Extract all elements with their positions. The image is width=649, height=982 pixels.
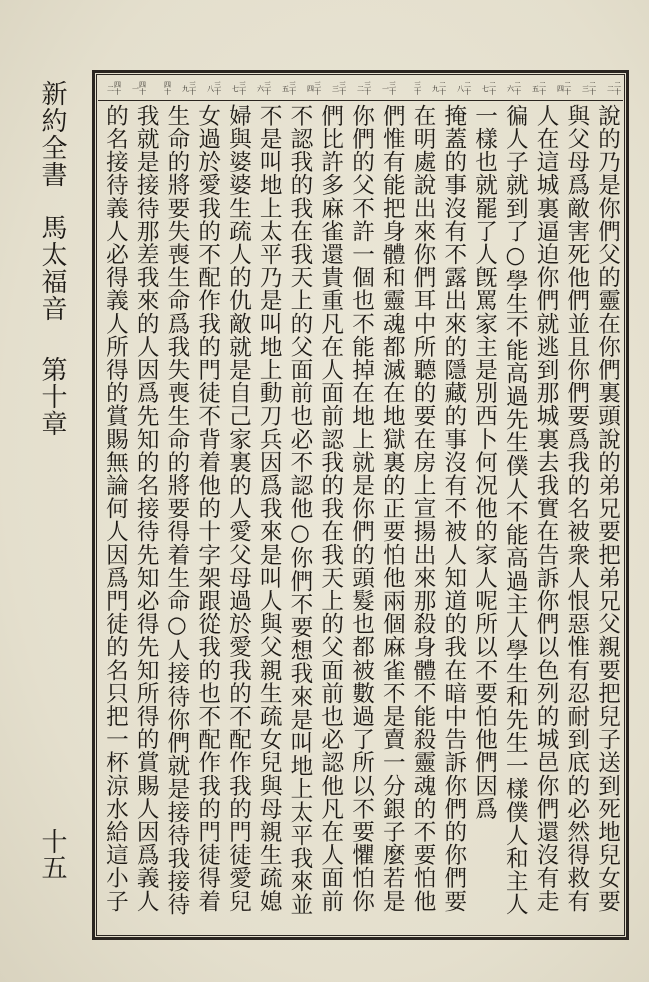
text-column: 人在這城裏逼迫你們就逃到那城裏去我實在告訴你們以色列的城邑你們還沒有走 <box>533 104 560 913</box>
verse-ref: 四十 <box>163 81 172 95</box>
text-column: 說的乃是你們父的靈在你們裏頭說的弟兄要把弟兄父親要把兒子送到死地兒女要 <box>594 104 621 913</box>
text-column: 們惟有能把身體和靈魂都滅在地獄裏的正要怕他兩個麻雀不是賣一分銀子麼若是 <box>379 104 406 913</box>
verse-ref: 四十二 <box>106 81 122 95</box>
running-head <box>30 80 74 860</box>
text-column: 的名接待義人必得義人所得的賞賜無論何人因爲門徒的名只把一杯涼水給這小子 <box>102 104 129 913</box>
text-column: 們比許多麻雀還貴重凡在人面前認我的我在我天上的父面前也必認他凡在人面前 <box>317 104 344 913</box>
verse-ref: 三十四 <box>306 81 322 95</box>
verse-ref: 二十三 <box>581 81 597 95</box>
verse-ref: 三十五 <box>281 81 297 95</box>
text-column: 與父母爲敵害死他們並且你們要爲我的名被衆人恨惡惟有忍耐到底的必然得救有 <box>563 104 590 913</box>
verse-ref: 二十二 <box>606 81 622 95</box>
text-column: 一樣也就罷了人旣罵家主是別西卜何况他的家人呢所以不要怕他們因爲 <box>471 104 498 821</box>
gospel-title: 馬太福音 <box>37 214 67 322</box>
text-column: 徧人子就到了○學生不能高過先生僕人不能高過主人學生和先生一樣僕人和主人 <box>502 104 529 916</box>
verse-ref: 二十四 <box>556 81 572 95</box>
verse-ref: 三十九 <box>181 81 197 95</box>
text-column: 不認我的我在我天上的父面前也必不認他○你們不要想我來是叫地上太平我來並 <box>286 104 313 916</box>
verse-ref: 二十七 <box>481 81 497 95</box>
verse-ref: 二十八 <box>456 81 472 95</box>
text-column: 你們的父不許一個也不能掉在地上就是你們的頭髮也都被數過了所以不要懼怕你 <box>348 104 375 913</box>
verse-ref: 三十七 <box>231 81 247 95</box>
scripture-text <box>100 104 623 934</box>
verse-ref: 二十六 <box>506 81 522 95</box>
verse-ref: 三十二 <box>356 81 372 95</box>
chapter-title: 第十章 <box>37 356 67 437</box>
verse-ref: 三十八 <box>206 81 222 95</box>
verse-ref: 三十六 <box>256 81 272 95</box>
text-column: 在明處說出來你們耳中所聽的要在房上宣揚出來那殺身體不能殺靈魂的不要怕他 <box>410 104 437 913</box>
text-column: 婦與婆婆生疏人的仇敵就是自己家裏的人愛父母過於愛我的不配作我的門徒愛兒 <box>225 104 252 913</box>
verse-reference-strip <box>98 76 623 101</box>
verse-ref: 二十九 <box>431 81 447 95</box>
book-title: 新約全書 <box>37 80 67 188</box>
text-column: 女過於愛我的不配作我的門徒不背着他的十字架跟從我的也不配作我的門徒得着 <box>194 104 221 913</box>
verse-ref: 四十一 <box>131 81 147 95</box>
verse-ref: 三十 <box>413 81 422 95</box>
text-column: 我就是接待那差我來的人因爲先知的名接待先知必得先知所得的賞賜人因爲義人 <box>133 104 160 913</box>
verse-ref: 二十五 <box>531 81 547 95</box>
page-number: 十五 <box>37 828 67 880</box>
verse-ref: 三十一 <box>381 81 397 95</box>
text-column: 不是叫地上太平乃是叫地上動刀兵因爲我來是叫人與父親生疏女兒與母親生疏媳 <box>256 104 283 913</box>
text-column: 生命的將要失喪生命爲我失喪生命的將要得着生命○人接待你們就是接待我接待 <box>163 104 190 916</box>
verse-ref: 三十三 <box>331 81 347 95</box>
text-column: 掩蓋的事沒有不露出來的隱藏的事沒有不被人知道的我在暗中告訴你們的你們要 <box>440 104 467 913</box>
